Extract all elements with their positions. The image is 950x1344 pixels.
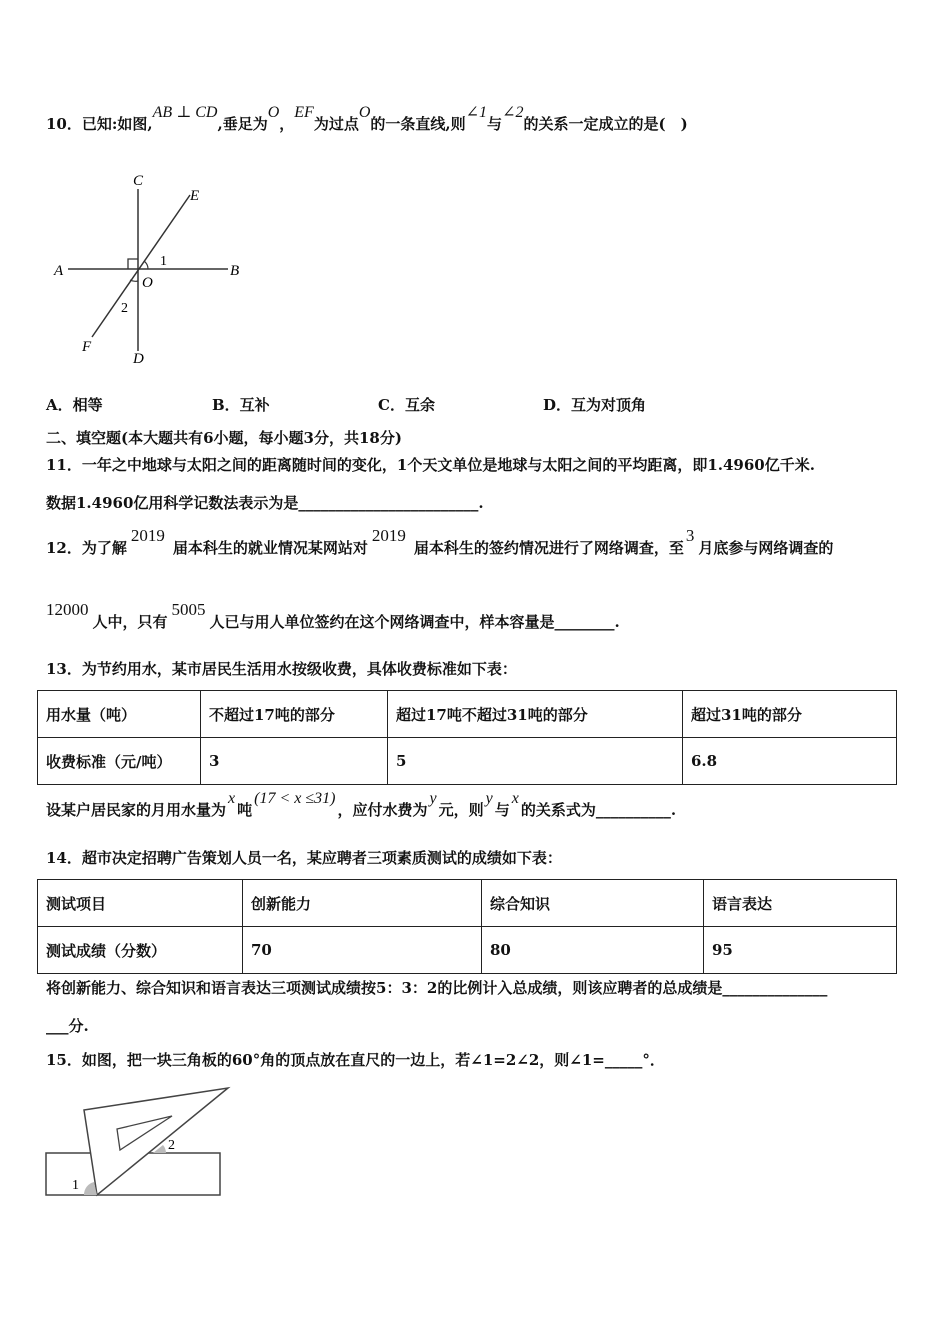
table-row: [38, 691, 897, 738]
section-heading: 二、填空题(本大题共有6小题，每小题3分，共18分): [46, 429, 402, 447]
table-cell: 3: [201, 738, 388, 785]
table-row: [38, 927, 897, 974]
q10-option-a: A．相等: [46, 396, 103, 414]
q15-text: 15．如图，把一块三角板的60°角的顶点放在直尺的一边上，若∠1=2∠2，则∠1=_____°．: [46, 1051, 665, 1069]
label-angle-1: 1: [160, 254, 167, 269]
q10-text: 10．已知:如图,AB ⊥ CD,垂足为O，EF为过点O的一条直线,则∠1与∠2的关系一定成立的是( ): [46, 104, 688, 133]
table-cell: 综合知识: [482, 880, 704, 927]
q12-line1: 12．为了解2019届本科生的就业情况某网站对2019届本科生的签约情况进行了网络调查，至3月底参与网络调查的: [46, 526, 834, 557]
q11-line2: 数据1.4960亿用科学记数法表示为是________________________.: [46, 494, 484, 512]
label-e: E: [190, 188, 200, 204]
table-cell: 95: [704, 927, 897, 974]
q14-line2: ___分.: [46, 1017, 89, 1035]
table-cell: 创新能力: [243, 880, 482, 927]
table-cell: 80: [482, 927, 704, 974]
table-row: [38, 738, 897, 785]
q11-line1: 11．一年之中地球与太阳之间的距离随时间的变化，1个天文单位是地球与太阳之间的平均距离，即1.4960亿千米.: [46, 456, 815, 474]
table-cell: 收费标准（元/吨）: [38, 738, 201, 785]
table-cell: 测试项目: [38, 880, 243, 927]
q13-intro: 13．为节约用水，某市居民生活用水按级收费，具体收费标准如下表：: [46, 660, 517, 678]
table-cell: 6.8: [683, 738, 897, 785]
water-fee-table: [37, 690, 897, 785]
perpendicular-lines-figure: [40, 165, 260, 375]
q10-option-c: C．互余: [378, 396, 435, 414]
table-cell: 5: [388, 738, 683, 785]
table-cell: 语言表达: [704, 880, 897, 927]
angle-1-arc: [144, 261, 148, 269]
q10-option-d: D．互为对顶角: [543, 396, 647, 414]
q12-line2: 12000人中，只有5005人已与用人单位签约在这个网络调查中，样本容量是________.: [46, 600, 620, 631]
angle-2-arc: [130, 280, 138, 281]
q13-relation: 设某户居民家的月用水量为x吨(17 < x ≤31)，应付水费为y元，则y与x的关系式为__________.: [46, 790, 677, 819]
table-cell: 70: [243, 927, 482, 974]
label-angle-1: 1: [72, 1178, 79, 1193]
table-cell: 用水量（吨）: [38, 691, 201, 738]
test-score-table: [37, 879, 897, 974]
line-ef: [92, 195, 190, 337]
label-b: B: [230, 263, 240, 279]
label-d: D: [133, 351, 144, 367]
label-o: O: [142, 275, 153, 291]
label-c: C: [133, 173, 144, 189]
table-cell: 不超过17吨的部分: [201, 691, 388, 738]
label-angle-2: 2: [168, 1138, 175, 1153]
table-cell: 超过31吨的部分: [683, 691, 897, 738]
label-a: A: [54, 263, 64, 279]
table-cell: 超过17吨不超过31吨的部分: [388, 691, 683, 738]
q14-line1: 将创新能力、综合知识和语言表达三项测试成绩按5：3：2的比例计入总成绩，则该应聘者的总成绩是______________: [46, 979, 828, 997]
table-row: [38, 880, 897, 927]
triangle-ruler-figure: [40, 1082, 240, 1207]
label-angle-2: 2: [121, 301, 128, 316]
q14-intro: 14．超市决定招聘广告策划人员一名，某应聘者三项素质测试的成绩如下表：: [46, 849, 562, 867]
label-f: F: [82, 339, 92, 355]
table-cell: 测试成绩（分数）: [38, 927, 243, 974]
q10-option-b: B．互补: [212, 396, 270, 414]
right-angle-mark: [128, 259, 138, 269]
